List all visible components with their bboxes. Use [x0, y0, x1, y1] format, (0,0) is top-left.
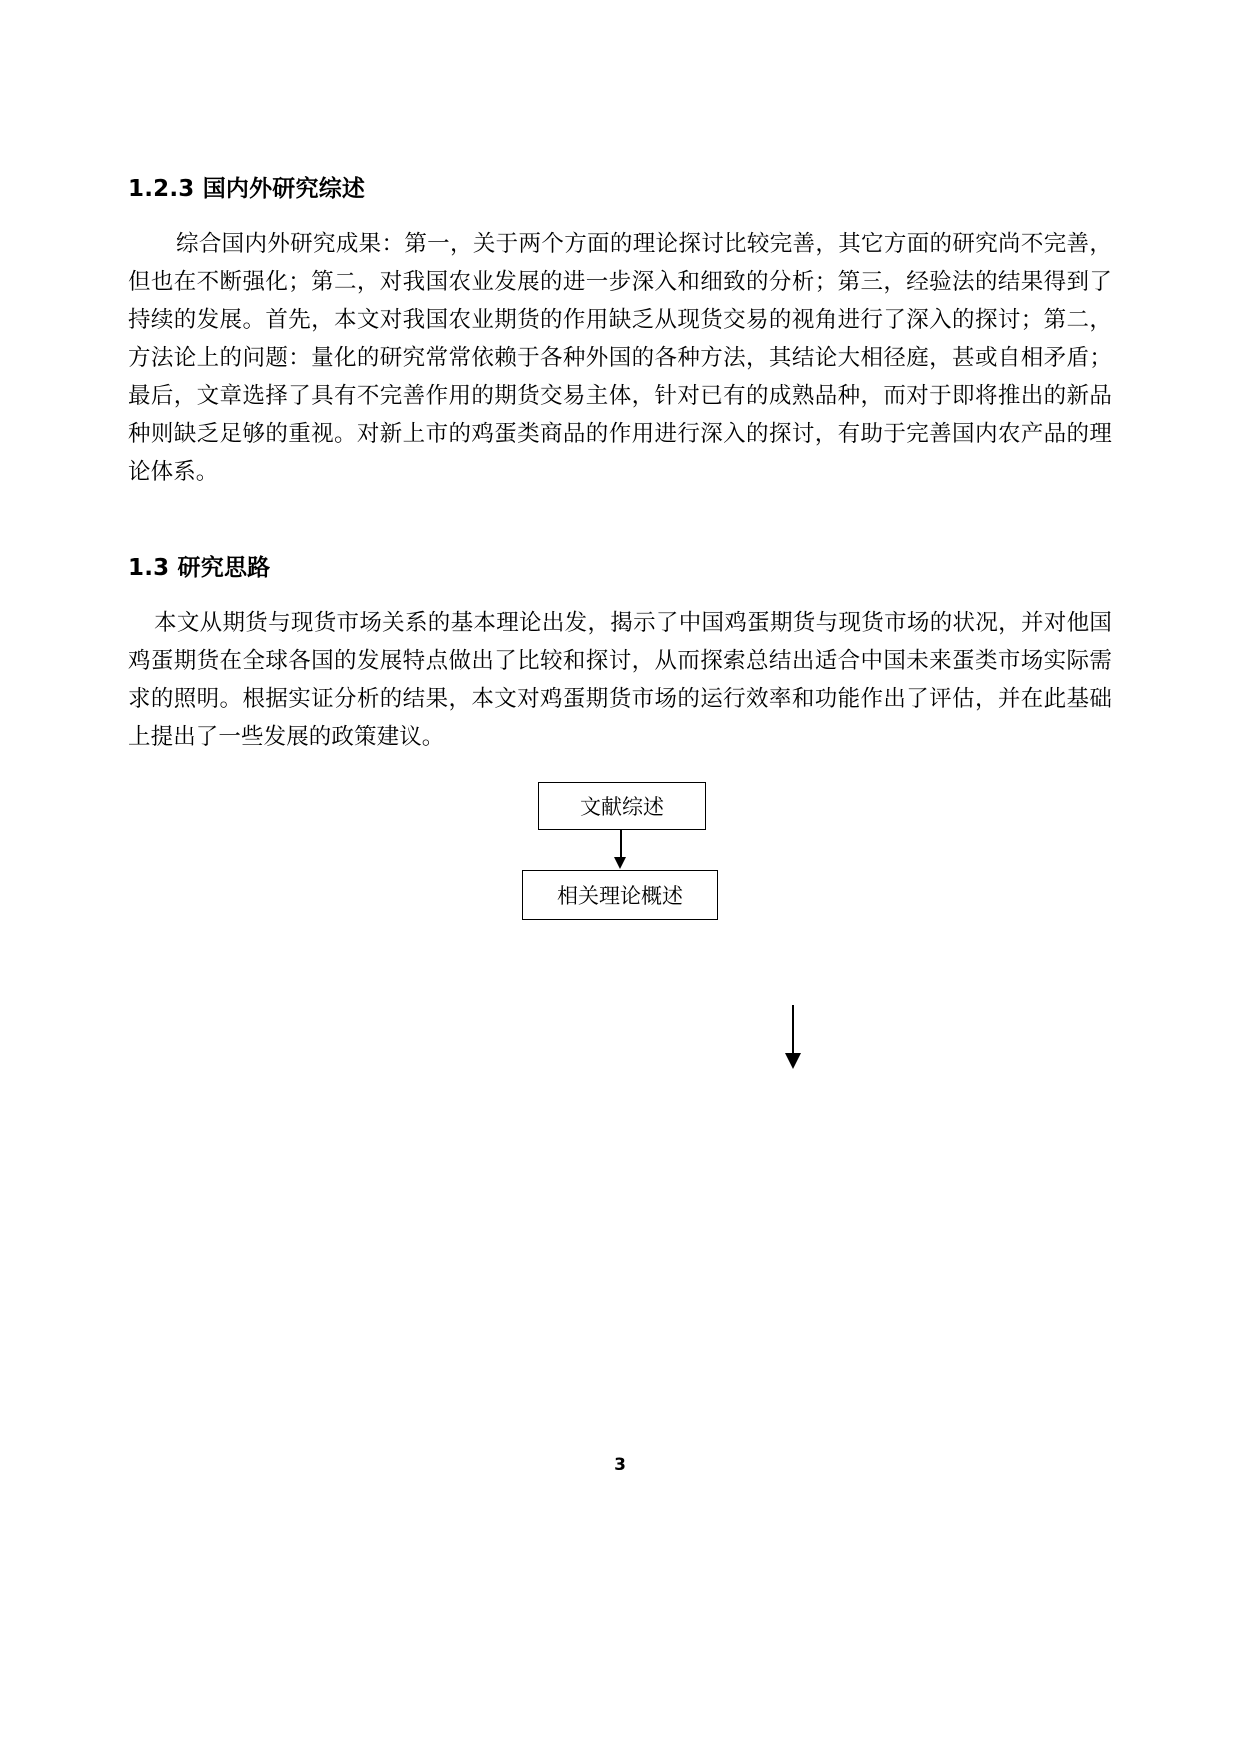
heading-1-2-3: 1.2.3 国内外研究综述: [128, 176, 366, 202]
flowchart-box-theory-overview: 相关理论概述: [522, 870, 718, 920]
page-number: 3: [614, 1455, 626, 1475]
paragraph-1-2-3: 综合国内外研究成果：第一，关于两个方面的理论探讨比较完善，其它方面的研究尚不完善，但也在不断强化；第二，对我国农业发展的进一步深入和细致的分析；第三，经验法的结果得到了持续的发展。首先，本文对我国农业期货的作用缺乏从现货交易的视角进行了深入的探讨；第二，方法论上的问题：量化的研究常常依赖于各种外国的各种方法，其结论大相径庭，甚或自相矛盾；最后，文章选择了具有不完善作用的期货交易主体，针对已有的成熟品种，而对于即将推出的新品种则缺乏足够的重视。对新上市的鸡蛋类商品的作用进行深入的探讨，有助于完善国内农产品的理论体系。: [128, 231, 1112, 484]
page-content: [128, 170, 1112, 920]
flowchart-box-literature-review: 文献综述: [538, 782, 706, 830]
heading-1-3: 1.3 研究思路: [128, 555, 271, 581]
research-flowchart: [128, 782, 1112, 920]
down-arrow-icon: [611, 830, 631, 870]
section-spacer: [128, 491, 1112, 549]
paragraph-1-3: 本文从期货与现货市场关系的基本理论出发，揭示了中国鸡蛋期货与现货市场的状况，并对他国鸡蛋期货在全球各国的发展特点做出了比较和探讨，从而探索总结出适合中国未来蛋类市场实际需求的照明。根据实证分析的结果，本文对鸡蛋期货市场的运行效率和功能作出了评估，并在此基础上提出了一些发展的政策建议。: [128, 610, 1112, 749]
down-arrow-icon-detached: [782, 1005, 806, 1071]
